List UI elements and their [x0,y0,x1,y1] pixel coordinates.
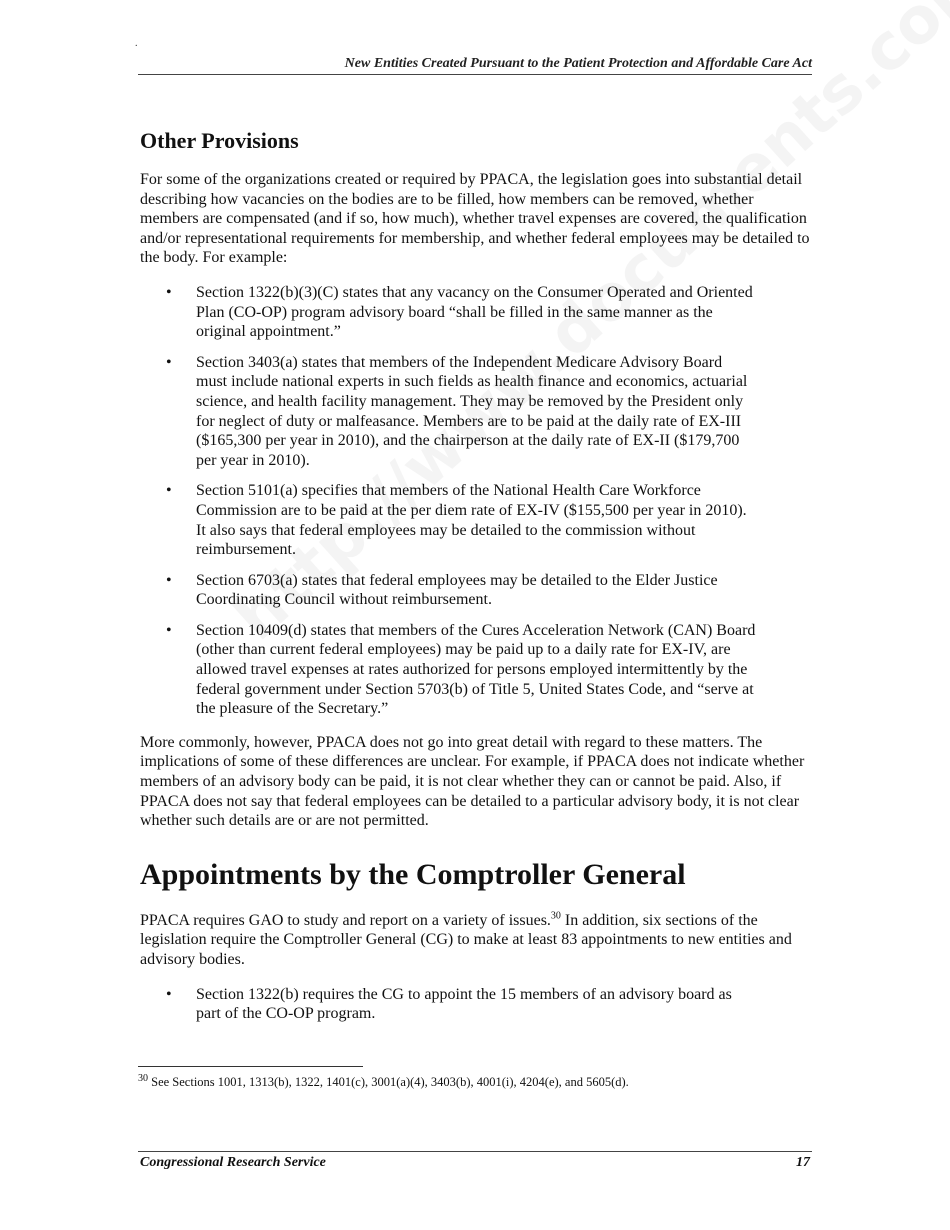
page-body [140,126,810,1035]
footnote-text: See Sections 1001, 1313(b), 1322, 1401(c), 3001(a)(4), 3403(b), 4001(i), 4204(e), and 5605(d). [148,1075,629,1089]
list-item [140,621,756,719]
provisions-list [140,283,810,719]
list-item-text: Section 5101(a) specifies that members of the National Health Care Workforce Commission are to be paid at the per diem rate of EX-IV ($155,500 per year in 2010). It also says that federal employees may be detailed to the commission without reimbursement. [196,482,747,559]
bullet-icon: • [166,353,172,371]
bullet-icon: • [166,985,172,1003]
footnote-reference[interactable]: 30 [550,910,561,922]
list-item [140,571,756,610]
footnote-number: 30 [138,1072,148,1084]
intro-paragraph: For some of the organizations created or required by PPACA, the legislation goes into substantial detail describing how vacancies on the bodies are to be filled, how members can be removed, whether members are compensated (and if so, how much), whether travel expenses are covered, the qualification and/or representational requirements for membership, and whether federal employees may be detailed to the body. For example: [140,171,810,267]
list-item [140,481,756,559]
bullet-icon: • [166,621,172,639]
header-rule [138,74,812,75]
list-item [140,985,756,1024]
list-item-text: Section 1322(b)(3)(C) states that any vacancy on the Consumer Operated and Oriented Plan (CO-OP) program advisory board “shall be filled in the same manner as the original appointment.” [196,283,753,341]
section-heading-appointments: Appointments by the Comptroller General [140,857,686,891]
list-item [140,353,756,471]
closing-paragraph: More commonly, however, PPACA does not go into great detail with regard to these matters. The implications of some of these differences are unclear. For example, if PPACA does not indicate whether members of an advisory body can be paid, it is not clear whether they can or cannot be paid. Also, if PPACA does not say that federal employees can be detailed to a particular advisory body, it is not clear whether such details are or are not permitted. [140,733,805,830]
footnote [138,1074,810,1090]
list-item [140,283,756,342]
bullet-icon: • [166,571,172,589]
footnote-rule [138,1066,363,1067]
stray-mark: . [135,38,138,49]
paragraph-text-start: PPACA requires GAO to study and report on a variety of issues. [140,911,551,929]
paragraph-text-end: In addition, six sections of the legislation require the Comptroller General (CG) to make at least 83 appointments to new entities and advisory bodies. [140,911,792,968]
list-item-text: Section 1322(b) requires the CG to appoint the 15 members of an advisory board as part of the CO-OP program. [196,985,732,1023]
footer-rule [138,1151,812,1152]
section-heading-other-provisions: Other Provisions [140,128,299,153]
list-item-text: Section 10409(d) states that members of the Cures Acceleration Network (CAN) Board (other than current federal employees) may be paid up to a daily rate for EX-IV, are allowed travel expenses at rates authorized for persons employed intermittently by the federal government under Section 5703(b) of Title 5, United States Code, and “serve at the pleasure of the Secretary.” [196,621,756,718]
bullet-icon: • [166,283,172,301]
appointments-list [140,985,810,1024]
appointments-paragraph [140,911,810,970]
list-item-text: Section 3403(a) states that members of the Independent Medicare Advisory Board must include national experts in such fields as health finance and economics, actuarial science, and health facility management. They may be removed by the President only for neglect of duty or malfeasance. Members are to be paid at the daily rate of EX-III ($165,300 per year in 2010), and the chairperson at the daily rate of EX-II ($179,700 per year in 2010). [196,353,748,469]
list-item-text: Section 6703(a) states that federal employees may be detailed to the Elder Justice Coordinating Council without reimbursement. [196,571,718,609]
bullet-icon: • [166,482,172,500]
running-header: New Entities Created Pursuant to the Patient Protection and Affordable Care Act [344,56,812,71]
page-number: 17 [796,1155,810,1170]
footer-publisher: Congressional Research Service [140,1155,326,1170]
